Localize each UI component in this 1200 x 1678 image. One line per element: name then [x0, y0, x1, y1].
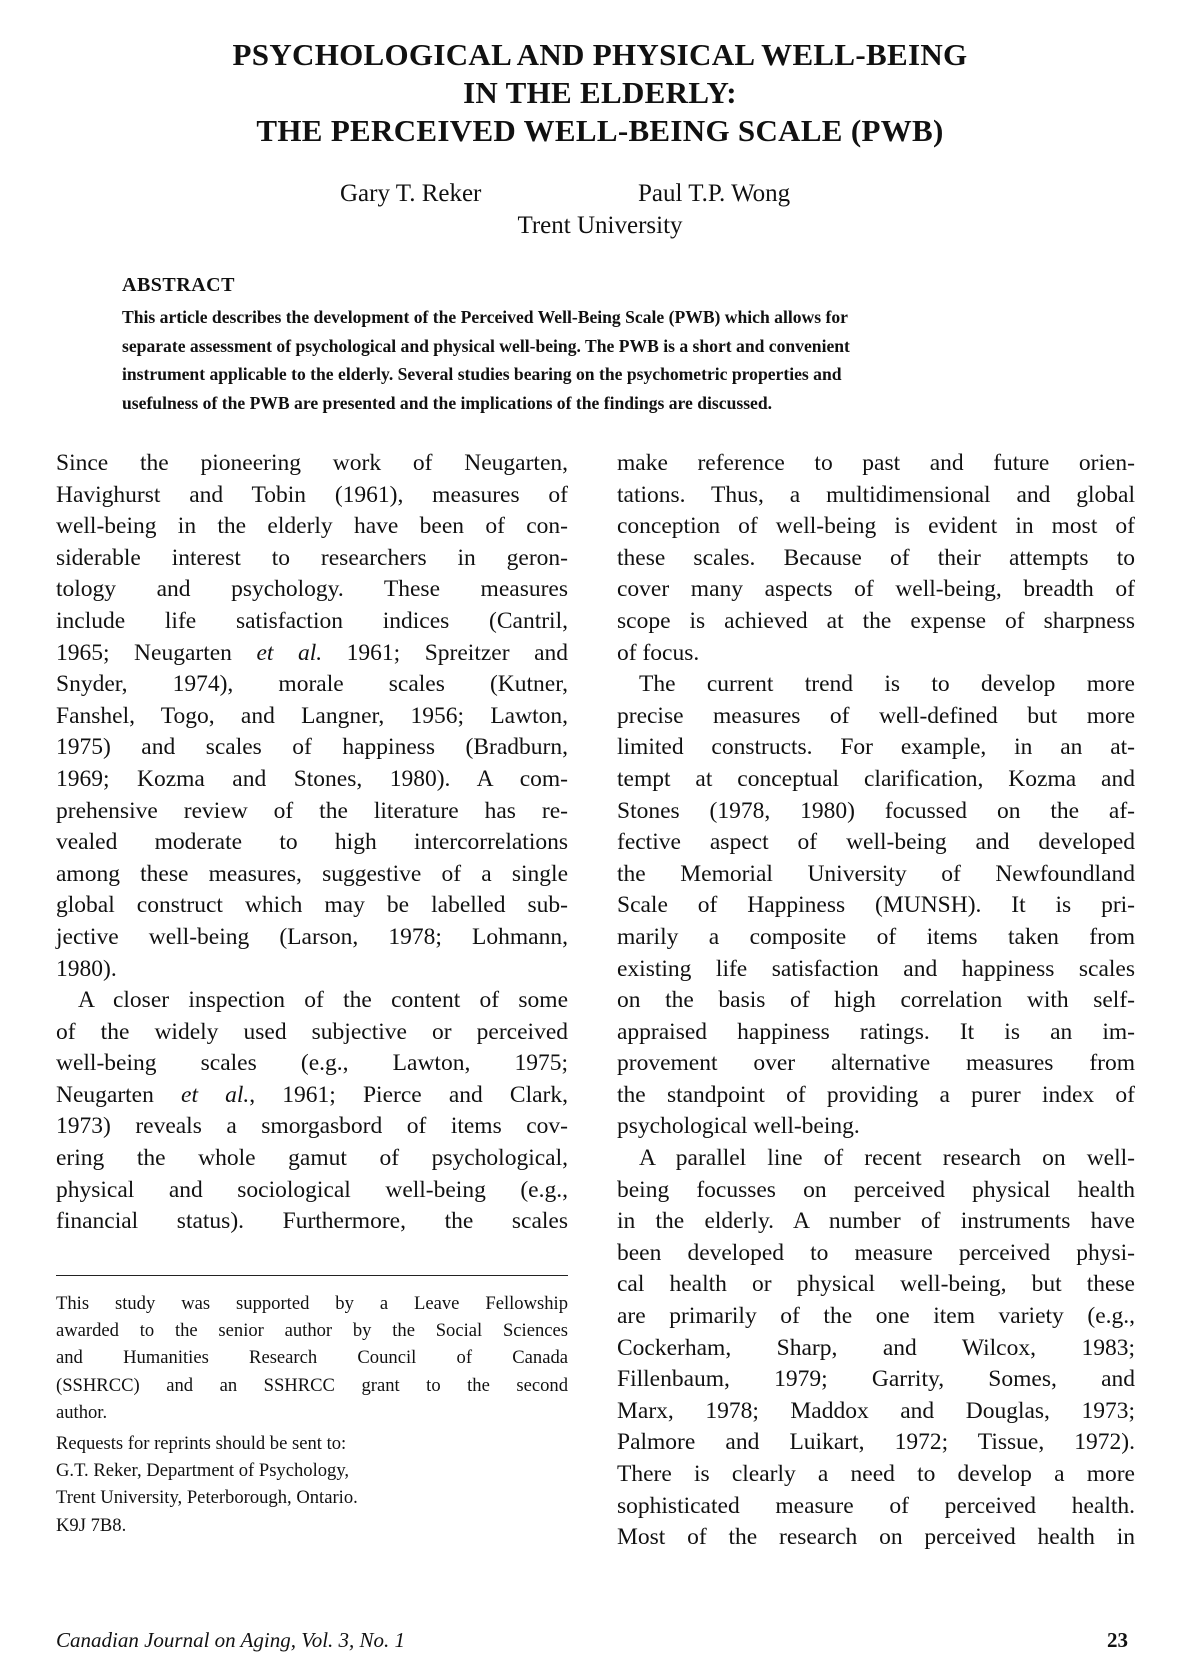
- affiliation: Trent University: [517, 212, 683, 239]
- body-column-left: [56, 448, 568, 1238]
- text-line: being focusses on perceived physical health: [617, 1176, 1135, 1203]
- text-line: 1980).: [56, 955, 117, 982]
- text-line: There is clearly a need to develop a more: [617, 1461, 1135, 1487]
- abstract-line: This article describes the development of the Perceived Well-Being Scale (PWB) which allows for: [122, 307, 848, 327]
- text-line: existing life satisfaction and happiness scales: [617, 955, 1135, 982]
- text-line: Cockerham, Sharp, and Wilcox, 1983;: [617, 1334, 1135, 1361]
- text-line: 1965; Neugarten et al. 1961; Spreitzer and: [56, 639, 568, 666]
- footnote: [56, 1290, 568, 1539]
- text-line: Since the pioneering work of Neugarten,: [56, 450, 568, 476]
- text-line: jective well-being (Larson, 1978; Lohmann,: [56, 923, 568, 950]
- text-line: financial status). Furthermore, the scales: [56, 1208, 568, 1235]
- abstract-line: instrument applicable to the elderly. Several studies bearing on the psychometric properties and: [122, 364, 842, 384]
- text-line: 1973) reveals a smorgasbord of items cov-: [56, 1113, 568, 1140]
- text-line: these scales. Because of their attempts to: [617, 544, 1135, 571]
- footnote-divider: [56, 1275, 568, 1276]
- text-line: Snyder, 1974), morale scales (Kutner,: [56, 671, 568, 698]
- title-line: PSYCHOLOGICAL AND PHYSICAL WELL-BEING: [232, 37, 968, 72]
- text-line: tations. Thus, a multidimensional and global: [617, 481, 1135, 508]
- author-name: Paul T.P. Wong: [638, 180, 791, 207]
- title-line: IN THE ELDERLY:: [463, 75, 737, 110]
- text-line: Havighurst and Tobin (1961), measures of: [56, 481, 568, 508]
- text-line: marily a composite of items taken from: [617, 923, 1135, 950]
- text-line: psychological well-being.: [617, 1113, 860, 1140]
- text-line: provement over alternative measures from: [617, 1050, 1135, 1077]
- abstract-line: usefulness of the PWB are presented and the implications of the findings are discussed.: [122, 392, 773, 413]
- text-line: conception of well-being is evident in most of: [617, 513, 1135, 540]
- text-line: siderable interest to researchers in geron-: [56, 544, 568, 571]
- article-title: [0, 36, 1200, 150]
- author-name: Gary T. Reker: [340, 180, 482, 207]
- text-line: in the elderly. A number of instruments have: [617, 1208, 1135, 1235]
- footnote-line: awarded to the senior author by the Social Sciences: [56, 1320, 568, 1342]
- text-line: precise measures of well-defined but more: [617, 702, 1135, 729]
- text-line: are primarily of the one item variety (e.g.,: [617, 1303, 1135, 1330]
- text-line: cover many aspects of well-being, breadth of: [617, 576, 1135, 603]
- footnote-line: Requests for reprints should be sent to:: [56, 1433, 347, 1455]
- text-line: Fillenbaum, 1979; Garrity, Somes, and: [617, 1366, 1135, 1393]
- text-line: sophisticated measure of perceived health.: [617, 1492, 1135, 1519]
- text-line: appraised happiness ratings. It is an im-: [617, 1018, 1135, 1045]
- abstract-text: [122, 303, 1077, 417]
- text-line: include life satisfaction indices (Cantril,: [56, 607, 568, 634]
- text-line: The current trend is to develop more: [639, 671, 1135, 698]
- body-column-right: [617, 448, 1135, 1554]
- footnote-line: This study was supported by a Leave Fellowship: [56, 1293, 568, 1314]
- text-line: vealed moderate to high intercorrelations: [56, 829, 568, 856]
- text-line: ering the whole gamut of psychological,: [56, 1145, 568, 1172]
- text-line: well-being in the elderly have been of con-: [56, 513, 568, 540]
- text-line: among these measures, suggestive of a single: [56, 860, 568, 887]
- text-line: limited constructs. For example, in an at-: [617, 734, 1135, 761]
- text-line: A closer inspection of the content of some: [78, 987, 568, 1014]
- text-line: Marx, 1978; Maddox and Douglas, 1973;: [617, 1397, 1135, 1424]
- text-line: of focus.: [617, 639, 700, 666]
- text-line: the standpoint of providing a purer index of: [617, 1081, 1135, 1108]
- text-line: Palmore and Luikart, 1972; Tissue, 1972).: [617, 1429, 1135, 1456]
- footnote-line: Trent University, Peterborough, Ontario.: [56, 1487, 358, 1509]
- text-line: Stones (1978, 1980) focussed on the af-: [617, 797, 1135, 824]
- text-line: A parallel line of recent research on well-: [639, 1145, 1135, 1172]
- text-line: 1975) and scales of happiness (Bradburn,: [56, 734, 568, 761]
- text-line: global construct which may be labelled sub-: [56, 892, 568, 919]
- footnote-line: G.T. Reker, Department of Psychology,: [56, 1460, 350, 1482]
- text-line: been developed to measure perceived physi-: [617, 1239, 1135, 1266]
- page-number: 23: [1107, 1628, 1128, 1652]
- footnote-line: author.: [56, 1401, 108, 1423]
- text-line: make reference to past and future orien-: [617, 450, 1135, 476]
- text-line: tempt at conceptual clarification, Kozma and: [617, 765, 1135, 792]
- text-line: Scale of Happiness (MUNSH). It is pri-: [617, 892, 1135, 919]
- footnote-line: (SSHRCC) and an SSHRCC grant to the second: [56, 1374, 568, 1396]
- abstract-line: separate assessment of psychological and physical well-being. The PWB is a short and convenient: [122, 335, 850, 356]
- text-line: the Memorial University of Newfoundland: [617, 860, 1135, 887]
- text-line: scope is achieved at the expense of sharpness: [617, 607, 1135, 634]
- text-line: on the basis of high correlation with self-: [617, 987, 1135, 1014]
- abstract-heading: ABSTRACT: [122, 274, 235, 296]
- text-line: tology and psychology. These measures: [56, 576, 568, 603]
- text-line: physical and sociological well-being (e.g.,: [56, 1176, 568, 1203]
- text-line: Most of the research on perceived health in: [617, 1524, 1135, 1551]
- footnote-line: and Humanities Research Council of Canada: [56, 1347, 568, 1369]
- text-line: cal health or physical well-being, but these: [617, 1271, 1135, 1298]
- text-line: prehensive review of the literature has re-: [56, 797, 568, 824]
- text-line: Neugarten et al., 1961; Pierce and Clark,: [56, 1081, 568, 1108]
- text-line: 1969; Kozma and Stones, 1980). A com-: [56, 765, 568, 792]
- text-line: fective aspect of well-being and developed: [617, 829, 1135, 856]
- text-line: well-being scales (e.g., Lawton, 1975;: [56, 1050, 568, 1077]
- text-line: Fanshel, Togo, and Langner, 1956; Lawton,: [56, 702, 568, 729]
- text-line: of the widely used subjective or perceived: [56, 1018, 568, 1045]
- title-line: THE PERCEIVED WELL-BEING SCALE (PWB): [256, 113, 944, 148]
- journal-citation: Canadian Journal on Aging, Vol. 3, No. 1: [56, 1628, 406, 1652]
- author-list: [0, 180, 1200, 214]
- footnote-line: K9J 7B8.: [56, 1514, 127, 1536]
